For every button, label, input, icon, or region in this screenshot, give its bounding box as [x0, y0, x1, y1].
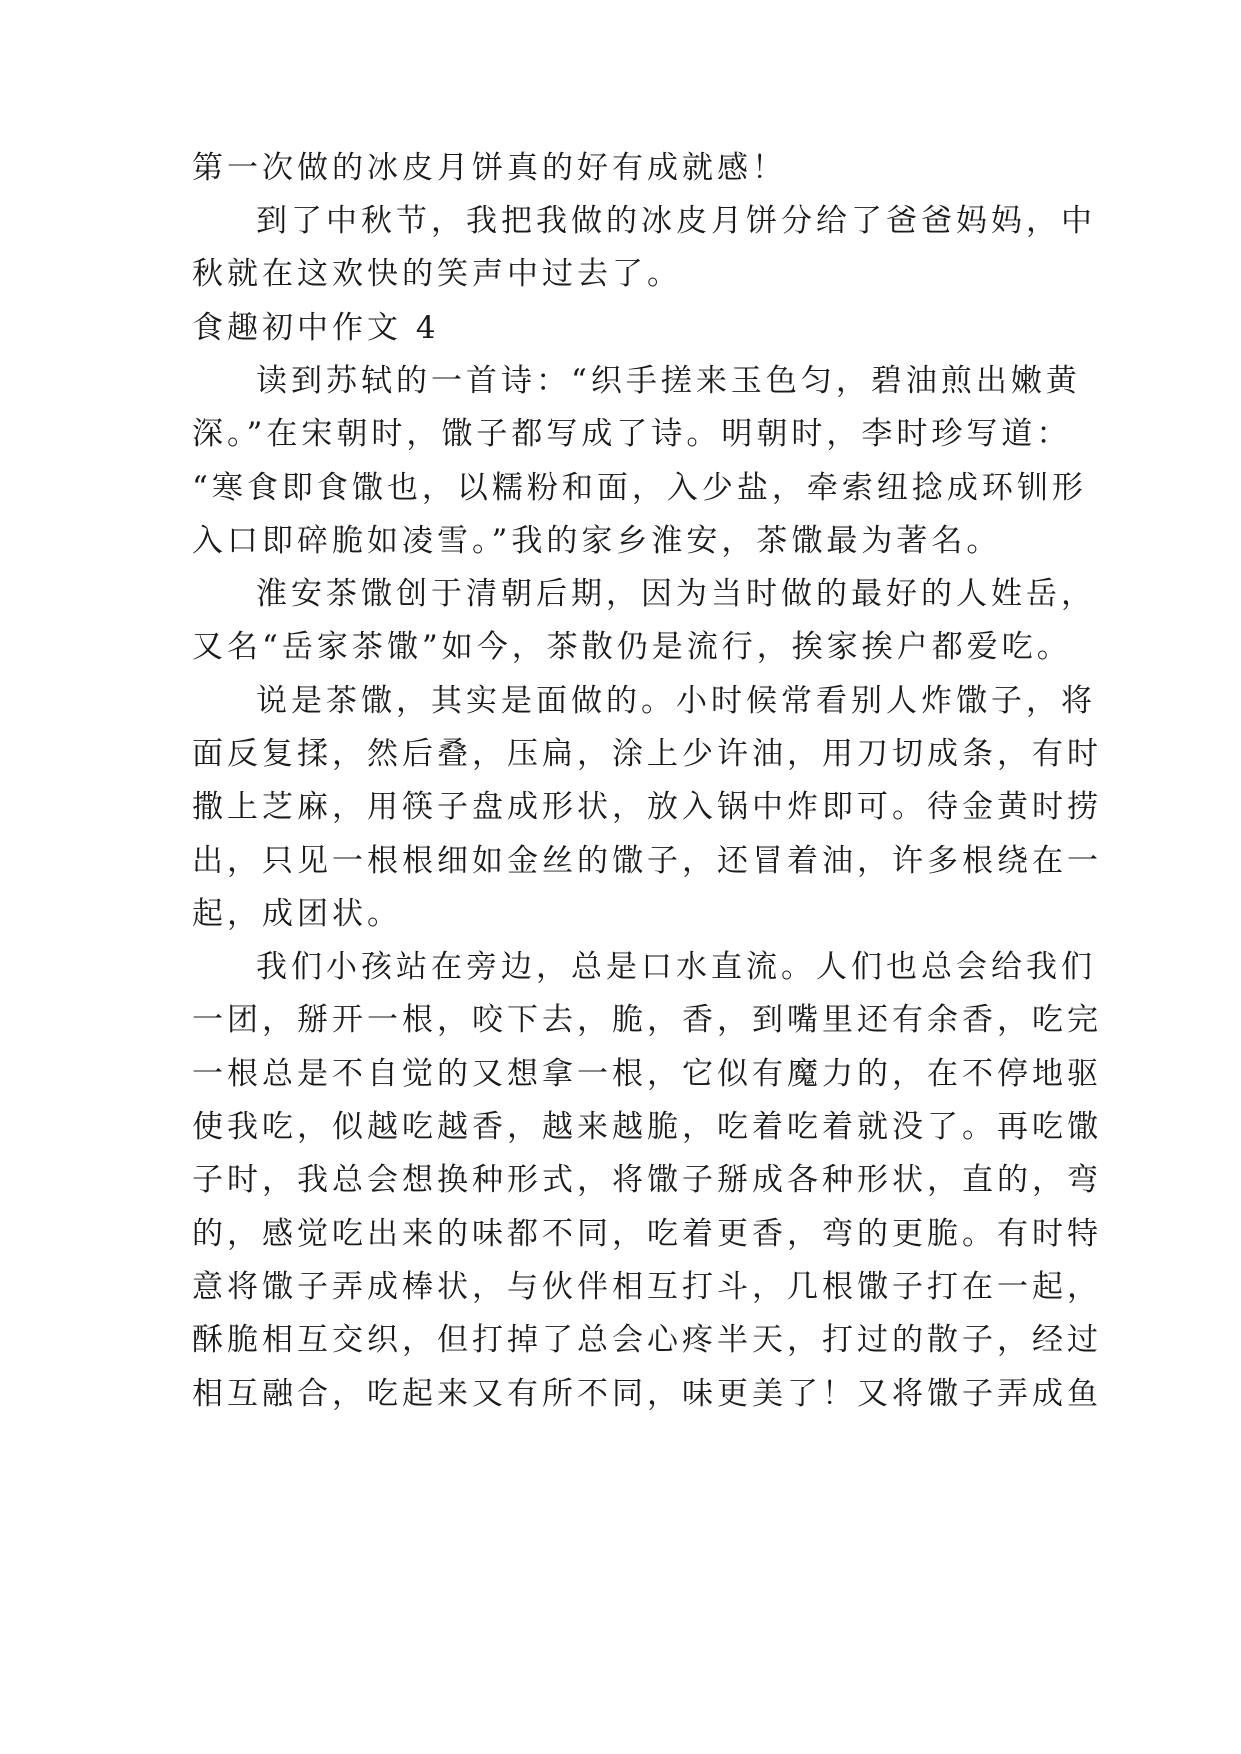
text-line: 一团，掰开一根，咬下去，脆，香，到嘴里还有余香，吃完 [192, 1002, 1102, 1038]
text-line: 又名“岳家茶馓”如今，茶散仍是流行，挨家挨户都爱吃。 [192, 629, 1072, 665]
text-line: 起，成团状。 [192, 896, 402, 932]
text-line: 面反复揉，然后叠，压扁，涂上少许油，用刀切成条，有时 [192, 736, 1102, 772]
text-line: 子时，我总会想换种形式，将馓子掰成各种形状，直的，弯 [192, 1162, 1102, 1198]
text-line: 第一次做的冰皮月饼真的好有成就感！ [192, 150, 787, 186]
paragraph-start: 读到苏轼的一首诗：“织手搓来玉色匀，碧油煎出嫩黄 [256, 363, 1081, 399]
text-line: 入口即碎脆如凌雪。”我的家乡淮安，茶馓最为著名。 [192, 523, 1002, 559]
text-line: 秋就在这欢快的笑声中过去了。 [192, 256, 682, 292]
text-line: “寒食即食馓也，以糯粉和面，入少盐，牵索纽捻成环钏形 [192, 470, 1087, 506]
text-line: 的，感觉吃出来的味都不同，吃着更香，弯的更脆。有时特 [192, 1216, 1102, 1252]
paragraph-start: 说是茶馓，其实是面做的。小时候常看别人炸馓子，将 [256, 683, 1096, 719]
text-line: 撒上芝麻，用筷子盘成形状，放入锅中炸即可。待金黄时捞 [192, 789, 1102, 825]
text-line: 酥脆相互交织，但打掉了总会心疼半天，打过的散子，经过 [192, 1322, 1102, 1358]
text-line: 相互融合，吃起来又有所不同，味更美了！又将馓子弄成鱼 [192, 1376, 1102, 1412]
text-line: 出，只见一根根细如金丝的馓子，还冒着油，许多根绕在一 [192, 843, 1102, 879]
paragraph-start: 淮安茶馓创于清朝后期，因为当时做的最好的人姓岳， [256, 576, 1096, 612]
paragraph-start: 我们小孩站在旁边，总是口水直流。人们也总会给我们 [256, 949, 1096, 985]
text-line: 一根总是不自觉的又想拿一根，它似有魔力的，在不停地驱 [192, 1056, 1102, 1092]
paragraph-start: 到了中秋节，我把我做的冰皮月饼分给了爸爸妈妈，中 [256, 203, 1096, 239]
text-line: 深。”在宋朝时，馓子都写成了诗。明朝时，李时珍写道： [192, 416, 1072, 452]
section-heading: 食趣初中作文 4 [192, 310, 440, 346]
text-line: 使我吃，似越吃越香，越来越脆，吃着吃着就没了。再吃馓 [192, 1109, 1102, 1145]
text-line: 意将馓子弄成棒状，与伙伴相互打斗，几根馓子打在一起， [192, 1269, 1102, 1305]
